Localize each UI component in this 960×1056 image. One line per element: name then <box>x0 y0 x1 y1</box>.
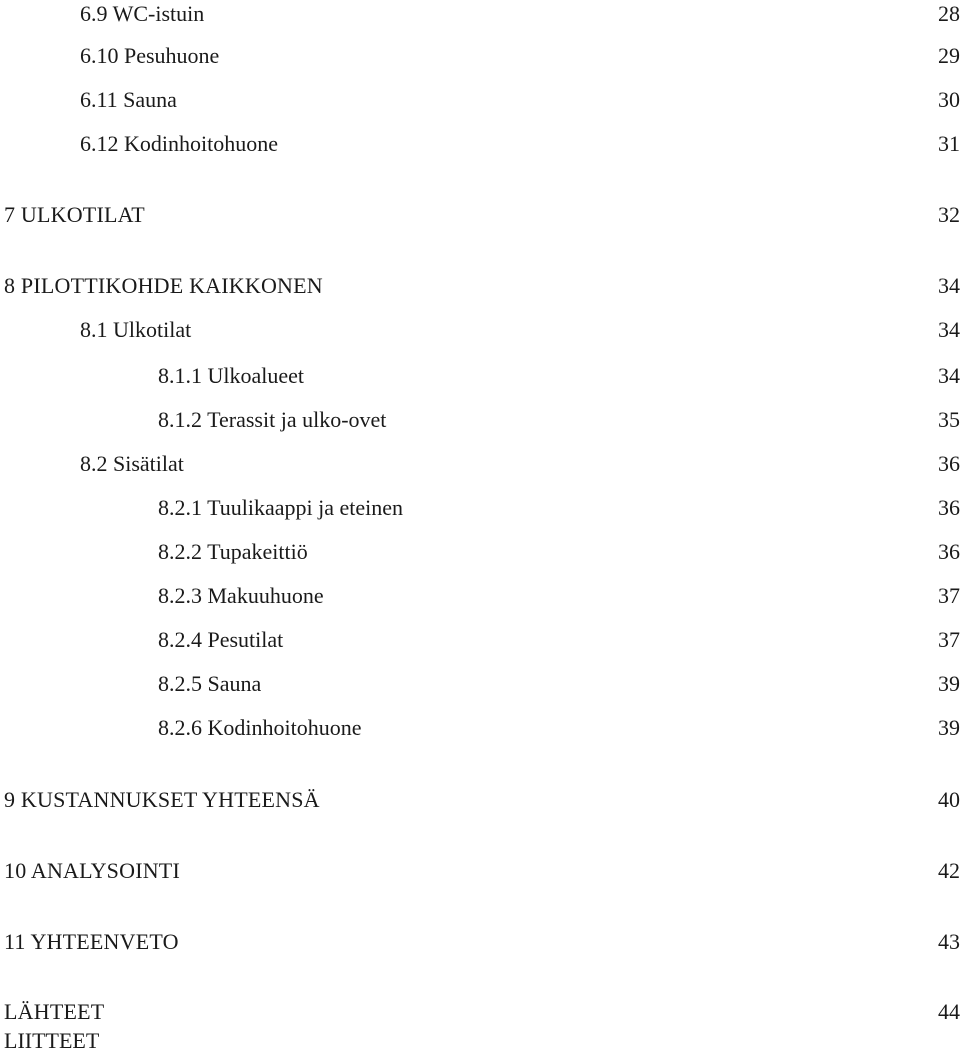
toc-entry-label: 8.2.1 Tuulikaappi ja eteinen <box>158 495 404 520</box>
toc-entry-label: 7 ULKOTILAT <box>4 202 145 227</box>
toc-entry-page: 31 <box>938 131 960 156</box>
toc-entry-8-2-4 <box>158 626 960 654</box>
toc-entry-label: LÄHTEET <box>4 999 105 1024</box>
toc-entry-page: 42 <box>938 858 960 883</box>
toc-entry-page: 44 <box>938 999 960 1024</box>
toc-entry-6-11 <box>80 86 960 114</box>
toc-entry-8-1 <box>80 316 960 344</box>
toc-entry-label: 8.2.5 Sauna <box>158 671 262 696</box>
toc-entry-label: 8.2.6 Kodinhoitohuone <box>158 715 362 740</box>
toc-entry-10 <box>4 857 960 885</box>
toc-entry-page: 34 <box>938 317 960 342</box>
toc-entry-11 <box>4 928 960 956</box>
toc-entry-label: 8.2.4 Pesutilat <box>158 627 284 652</box>
toc-entry-page: 32 <box>938 202 960 227</box>
toc-entry-8-2-5 <box>158 670 960 698</box>
toc-entry-label: 11 YHTEENVETO <box>4 929 179 954</box>
toc-entry-label: 8.1.1 Ulkoalueet <box>158 363 305 388</box>
toc-entry-page: 34 <box>938 273 960 298</box>
toc-entry-page: 35 <box>938 407 960 432</box>
toc-entry-8-2-6 <box>158 714 960 742</box>
toc-entry-label: 9 KUSTANNUKSET YHTEENSÄ <box>4 787 320 812</box>
toc-entry-page: 39 <box>938 671 960 696</box>
toc-entry-label: 6.9 WC-istuin <box>80 1 205 26</box>
toc-entry-page: 39 <box>938 715 960 740</box>
toc-entry-label: 8.1.2 Terassit ja ulko-ovet <box>158 407 387 432</box>
toc-entry-page: 28 <box>938 1 960 26</box>
toc-entry-label: 8.2.3 Makuuhuone <box>158 583 324 608</box>
toc-entry-page: 34 <box>938 363 960 388</box>
toc-entry-6-12 <box>80 130 960 158</box>
toc-entry-7 <box>4 201 960 229</box>
toc-entry-8-1-1 <box>158 362 960 390</box>
toc-entry-label: 6.12 Kodinhoitohuone <box>80 131 278 156</box>
toc-entry-8-2 <box>80 450 960 478</box>
toc-entry-9 <box>4 786 960 814</box>
toc-entry-lahteet <box>4 998 960 1026</box>
toc-entry-page: 36 <box>938 451 960 476</box>
toc-entry-page: 43 <box>938 929 960 954</box>
toc-entry-8 <box>4 272 960 300</box>
toc-entry-label: 6.11 Sauna <box>80 87 177 112</box>
toc-entry-page: 36 <box>938 495 960 520</box>
toc-entry-8-1-2 <box>158 406 960 434</box>
toc-entry-page: 30 <box>938 87 960 112</box>
toc-entry-6-10 <box>80 42 960 70</box>
toc-entry-page: 37 <box>938 627 960 652</box>
toc-entry-8-2-3 <box>158 582 960 610</box>
toc-entry-label: 6.10 Pesuhuone <box>80 43 220 68</box>
toc-entry-page: 40 <box>938 787 960 812</box>
toc-entry-page: 37 <box>938 583 960 608</box>
toc-entry-6-9 <box>80 0 960 28</box>
toc-entry-liitteet: LIITTEET <box>4 1028 100 1053</box>
toc-entry-label: 10 ANALYSOINTI <box>4 858 180 883</box>
toc-entry-label: 8.1 Ulkotilat <box>80 317 192 342</box>
toc-entry-page: 29 <box>938 43 960 68</box>
toc-entry-label: 8 PILOTTIKOHDE KAIKKONEN <box>4 273 323 298</box>
toc-entry-8-2-1 <box>158 494 960 522</box>
toc-entry-8-2-2 <box>158 538 960 566</box>
toc-entry-label: 8.2.2 Tupakeittiö <box>158 539 308 564</box>
toc-entry-label: 8.2 Sisätilat <box>80 451 184 476</box>
toc-entry-page: 36 <box>938 539 960 564</box>
